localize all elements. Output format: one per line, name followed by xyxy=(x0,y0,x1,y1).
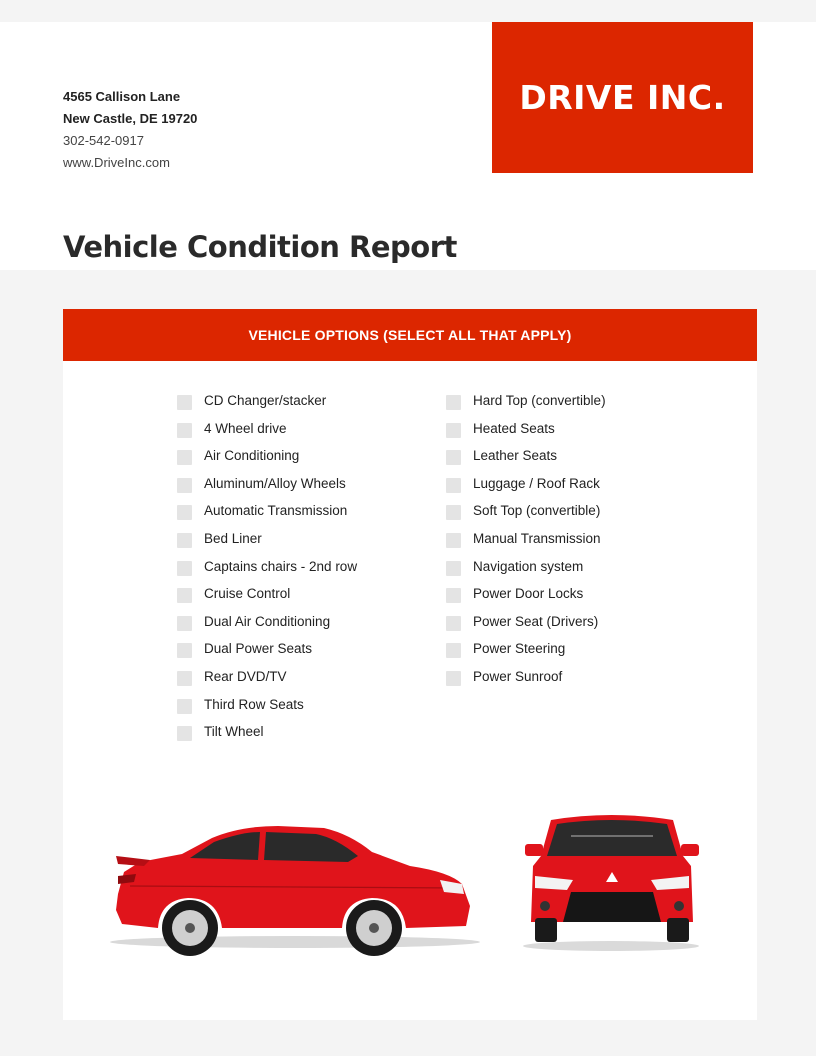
car-front-view-image xyxy=(521,806,703,956)
car-front-windshield xyxy=(547,820,677,856)
vehicle-options-header xyxy=(63,309,757,361)
car-front-grille xyxy=(563,892,661,922)
car-side-front-hub xyxy=(369,923,379,933)
option-label: Leather Seats xyxy=(473,448,558,464)
option-checkbox[interactable] xyxy=(446,478,461,493)
option-checkbox[interactable] xyxy=(446,450,461,465)
option-checkbox[interactable] xyxy=(446,561,461,576)
option-label: Air Conditioning xyxy=(204,448,300,464)
option-checkbox[interactable] xyxy=(177,561,192,576)
option-checkbox[interactable] xyxy=(446,671,461,686)
option-checkbox[interactable] xyxy=(177,478,192,493)
option-checkbox[interactable] xyxy=(177,533,192,548)
page-title: Vehicle Condition Report xyxy=(63,230,457,264)
option-label: Tilt Wheel xyxy=(204,724,264,740)
option-label: Rear DVD/TV xyxy=(204,668,287,684)
car-front-left-mirror xyxy=(525,844,543,856)
option-label: Power Steering xyxy=(473,641,566,657)
option-label: Soft Top (convertible) xyxy=(473,503,601,519)
option-checkbox[interactable] xyxy=(177,726,192,741)
option-label: Navigation system xyxy=(473,558,584,574)
option-label: Hard Top (convertible) xyxy=(473,393,606,408)
option-label: CD Changer/stacker xyxy=(204,393,327,408)
option-checkbox[interactable] xyxy=(177,616,192,631)
car-front-right-mirror xyxy=(681,844,699,856)
option-label: Aluminum/Alloy Wheels xyxy=(204,475,346,491)
car-front-right-fog-light xyxy=(674,901,684,911)
brand-name: DRIVE INC. xyxy=(519,78,726,117)
option-checkbox[interactable] xyxy=(177,588,192,603)
option-label: Heated Seats xyxy=(473,420,555,436)
option-label: Captains chairs - 2nd row xyxy=(204,558,358,574)
option-checkbox[interactable] xyxy=(446,616,461,631)
company-address xyxy=(63,86,197,174)
option-label: Dual Air Conditioning xyxy=(204,613,331,629)
vehicle-options-card xyxy=(63,309,757,1020)
option-checkbox[interactable] xyxy=(446,423,461,438)
company-phone: 302-542-0917 xyxy=(63,133,144,148)
car-front-right-tire xyxy=(667,918,689,942)
car-side-view-image xyxy=(110,814,480,964)
company-website: www.DriveInc.com xyxy=(63,155,170,170)
option-label: Automatic Transmission xyxy=(204,503,348,519)
option-label: Third Row Seats xyxy=(204,696,304,712)
option-label: Power Sunroof xyxy=(473,668,563,684)
car-front-left-fog-light xyxy=(540,901,550,911)
car-side-spoiler xyxy=(116,856,150,866)
option-label: 4 Wheel drive xyxy=(204,420,287,436)
option-label: Manual Transmission xyxy=(473,530,601,546)
page-header xyxy=(0,22,816,270)
car-front-shadow xyxy=(523,941,699,951)
option-checkbox[interactable] xyxy=(177,699,192,714)
option-label: Cruise Control xyxy=(204,586,291,602)
vehicle-options-header-text: VEHICLE OPTIONS (SELECT ALL THAT APPLY) xyxy=(248,327,572,343)
car-side-rear-hub xyxy=(185,923,195,933)
address-line-2: New Castle, DE 19720 xyxy=(63,111,198,126)
option-checkbox[interactable] xyxy=(446,588,461,603)
top-strip xyxy=(0,0,816,22)
option-checkbox[interactable] xyxy=(177,643,192,658)
option-label: Bed Liner xyxy=(204,530,262,546)
option-label: Power Door Locks xyxy=(473,586,584,602)
option-checkbox[interactable] xyxy=(177,395,192,410)
option-checkbox[interactable] xyxy=(177,671,192,686)
option-checkbox[interactable] xyxy=(446,643,461,658)
option-label: Dual Power Seats xyxy=(204,641,313,657)
option-checkbox[interactable] xyxy=(177,505,192,520)
car-front-left-tire xyxy=(535,918,557,942)
option-label: Luggage / Roof Rack xyxy=(473,475,600,491)
option-label: Power Seat (Drivers) xyxy=(473,613,599,629)
option-checkbox[interactable] xyxy=(177,423,192,438)
option-checkbox[interactable] xyxy=(446,505,461,520)
address-line-1: 4565 Callison Lane xyxy=(63,89,181,104)
option-checkbox[interactable] xyxy=(446,533,461,548)
option-checkbox[interactable] xyxy=(446,395,461,410)
option-checkbox[interactable] xyxy=(177,450,192,465)
brand-logo-block xyxy=(492,22,753,173)
